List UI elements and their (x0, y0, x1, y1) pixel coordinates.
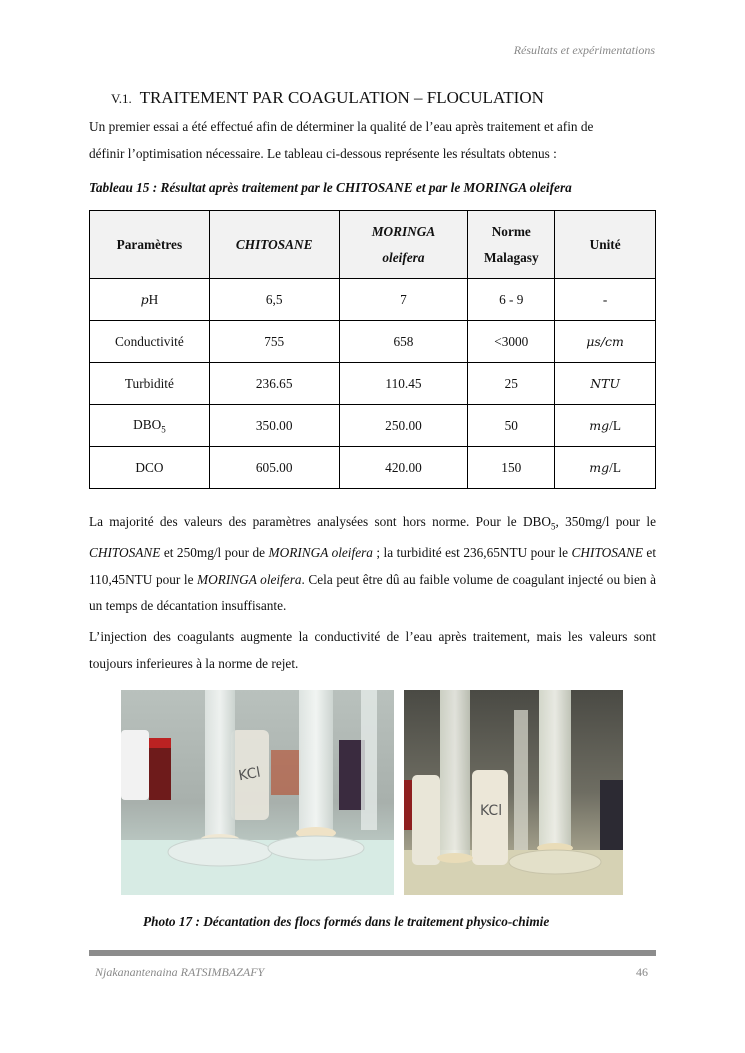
photo-left-illustration (121, 690, 394, 895)
photo-chitosane-cylinders (121, 690, 394, 895)
footer-divider (89, 950, 656, 956)
row-conductivite-norme: <3000 (468, 321, 555, 363)
table-header-row (90, 211, 656, 279)
row-conductivite-param: Conductivité (90, 321, 210, 363)
footer-author: Njakanantenaina RATSIMBAZAFY (95, 965, 265, 979)
table-row (90, 447, 656, 489)
section-title: TRAITEMENT PAR COAGULATION – FLOCULATION (139, 88, 544, 107)
row-dco-param: DCO (90, 447, 210, 489)
intro-paragraph (89, 114, 656, 167)
photo-moringa-cylinders (404, 690, 623, 895)
header-chitosane: CHITOSANE (209, 211, 339, 279)
row-dbo5-chitosane: 350.00 (209, 405, 339, 447)
discussion-paragraph-2: L’injection des coagulants augmente la conductivité de l’eau après traitement, mais les valeurs sont toujours inferieures à la norme de rejet. (89, 629, 656, 671)
table-row (90, 363, 656, 405)
row-turbidite-norme: 25 (468, 363, 555, 405)
row-turbidite-chitosane: 236.65 (209, 363, 339, 405)
discussion-paragraph-1: La majorité des valeurs des paramètres analysées sont hors norme. Pour le $DBO_5$, 350mg/l pour le CHITOSANE et 250mg/l pour de MORINGA oleifera ; la turbidité est 236,65NTU pour le CHITOSANE et 110,45NTU pour le MORINGA oleifera. Cela peut être dû au faible volume de coagulant injecté ou bien à un temps de décantation insuffisante. (89, 514, 657, 614)
row-dbo5-moringa: 250.00 (339, 405, 468, 447)
running-header: Résultats et expérimentations (513, 43, 655, 57)
row-ph-norme: 6 - 9 (468, 279, 555, 321)
header-moringa: MORINGA oleifera (339, 211, 468, 279)
row-turbidite-param: Turbidité (90, 363, 210, 405)
header-unite: Unité (555, 211, 656, 279)
intro-line-2: définir l’optimisation nécessaire. Le tableau ci-dessous représente les résultats obtenus : (89, 145, 557, 161)
photo-right-illustration (404, 690, 623, 895)
section-heading (111, 88, 544, 108)
table-row (90, 321, 656, 363)
row-turbidite-unit: NTU (555, 363, 656, 405)
svg-text:KCl: KCl (237, 764, 262, 785)
row-ph-moringa: 7 (339, 279, 468, 321)
row-conductivite-unit: μs/cm (555, 321, 656, 363)
photo-caption: Photo 17 : Décantation des flocs formés dans le traitement physico-chimie (143, 914, 550, 929)
svg-text:KCl: KCl (480, 803, 503, 819)
row-dco-chitosane: 605.00 (209, 447, 339, 489)
row-dco-norme: 150 (468, 447, 555, 489)
results-table (89, 210, 656, 489)
table-row (90, 279, 656, 321)
row-turbidite-moringa: 110.45 (339, 363, 468, 405)
row-ph-param: pH (90, 279, 210, 321)
table-row (90, 405, 656, 447)
row-dbo5-norme: 50 (468, 405, 555, 447)
row-ph-chitosane: 6,5 (209, 279, 339, 321)
row-conductivite-moringa: 658 (339, 321, 468, 363)
row-dbo5-param: $DBO_5$ (90, 405, 210, 447)
header-norme: Norme Malagasy (468, 211, 555, 279)
row-conductivite-chitosane: 755 (209, 321, 339, 363)
row-ph-unit: - (555, 279, 656, 321)
row-dco-moringa: 420.00 (339, 447, 468, 489)
intro-line-1: Un premier essai a été effectué afin de déterminer la qualité de l’eau après traitement et afin de (89, 119, 594, 134)
page-number: 46 (636, 965, 648, 979)
header-parametres: Paramètres (90, 211, 210, 279)
row-dco-unit: mg/L (555, 447, 656, 489)
section-number: V.1. (111, 91, 132, 106)
table-caption: Tableau 15 : Résultat après traitement par le CHITOSANE et par le MORINGA oleifera (89, 180, 572, 195)
row-dbo5-unit: mg/L (555, 405, 656, 447)
